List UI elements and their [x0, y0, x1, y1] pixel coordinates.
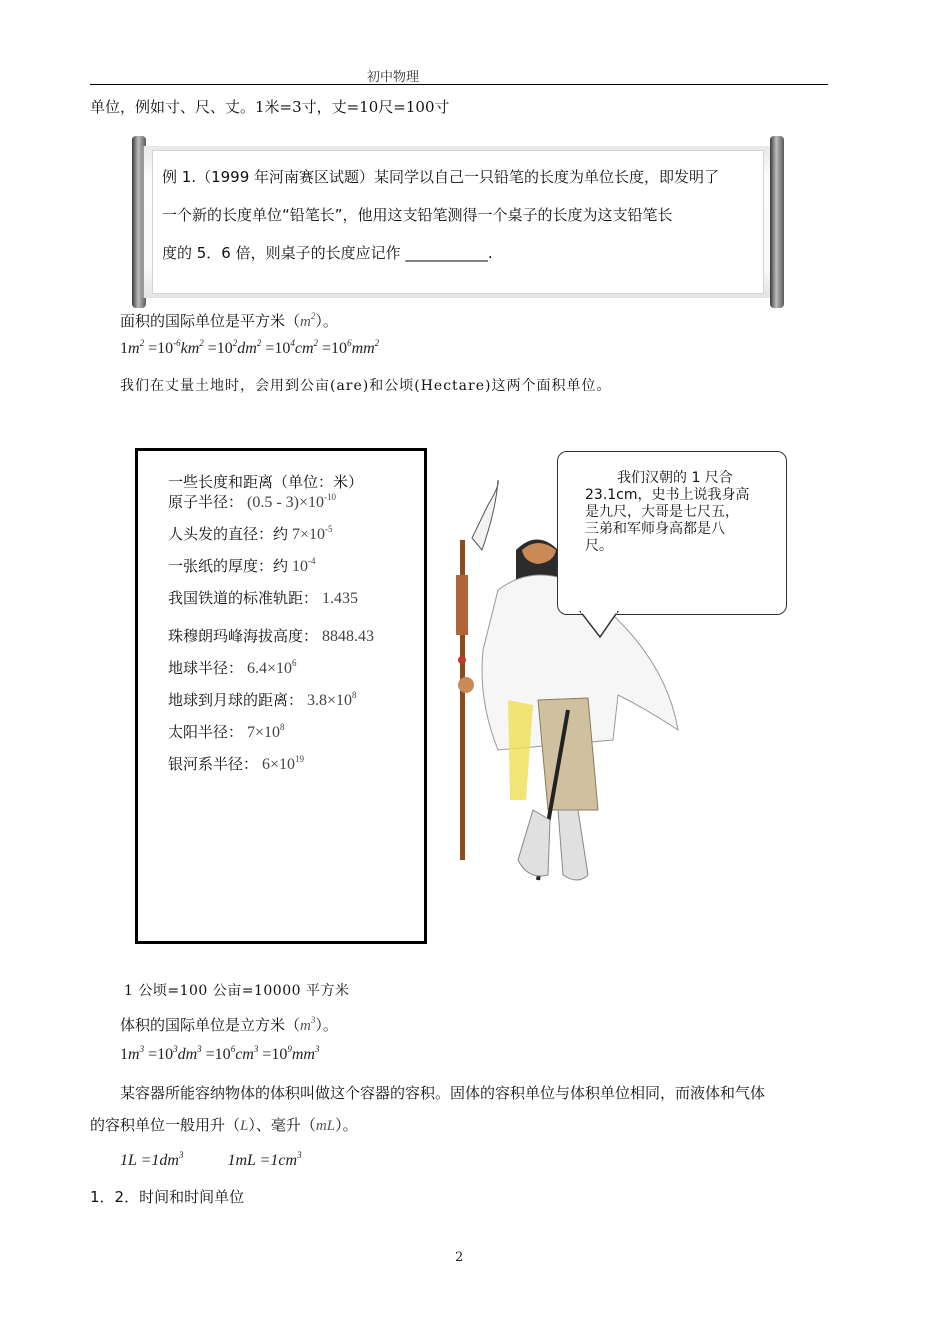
- data-row: 原子半径： $(0.5 - 3)\times 10^{-10}$: [168, 492, 337, 511]
- data-box-title: 一些长度和距离（单位：米）: [168, 473, 364, 491]
- example-line-2: 一个新的长度单位“铅笔长”，他用这支铅笔测得一个桌子的长度为这支铅笔长: [162, 206, 673, 224]
- data-row: 我国铁道的标准轨距： 1.435: [168, 589, 359, 607]
- speech-bubble-text: 我们汉朝的 1 尺合 23.1cm，史书上说我身高 是九尺，大哥是七尺五， 三弟和军师身高都是八 尺。: [585, 470, 750, 554]
- hectare-line: 1 公顷=100 公亩=10000 平方米: [124, 983, 350, 999]
- data-row: 一张纸的厚度：约 $10^{-4}$: [168, 556, 316, 575]
- section-heading: 1．2．时间和时间单位: [90, 1188, 245, 1206]
- data-row: 地球到月球的距离： $3.8\times 10^8$: [168, 690, 357, 709]
- header-rule: [90, 84, 828, 85]
- area-intro: 面积的国际单位是平方米$(m^2)$。: [120, 311, 338, 330]
- data-row: 银河系半径： $6\times 10^{19}$: [168, 754, 305, 773]
- volume-formula: $1m^3 =10^3dm^3 =10^6cm^3 =10^9mm^3$: [120, 1044, 320, 1063]
- data-row: 太阳半径： $7\times 10^8$: [168, 722, 285, 741]
- length-data-box: [135, 448, 427, 944]
- page-number: 2: [455, 1250, 464, 1265]
- header-title: 初中物理: [367, 70, 420, 85]
- capacity-line-1: 某容器所能容纳物体的体积叫做这个容器的容积。固体的容积单位与体积单位相同，而液体和气体: [120, 1084, 766, 1102]
- data-row: 人头发的直径：约 $7\times 10^{-5}$: [168, 524, 333, 543]
- area-note: 我们在丈量土地时，会用到公亩(are)和公顷(Hectare)这两个面积单位。: [120, 378, 612, 394]
- speech-bubble-tail: [574, 611, 634, 641]
- data-row: 地球半径： $6.4\times 10^6$: [168, 658, 297, 677]
- volume-intro: 体积的国际单位是立方米$(m^3)$。: [120, 1015, 338, 1034]
- example-line-3: 度的 5．6 倍，则桌子的长度应记作 ___________.: [162, 244, 493, 262]
- example-scroll: [132, 136, 784, 308]
- scroll-rod-right: [770, 136, 784, 308]
- units-line: 单位，例如寸、尺、丈。1米=3寸，丈=10尺=100寸: [90, 98, 450, 116]
- capacity-line-2: 的容积单位一般用升（L）、毫升（mL）。: [90, 1116, 358, 1134]
- example-line-1: 例 1.（1999 年河南赛区试题）某同学以自己一只铅笔的长度为单位长度，即发明了: [162, 168, 720, 186]
- data-row: 珠穆朗玛峰海拔高度： 8848.43: [168, 627, 375, 645]
- capacity-formulas: $1L =1dm^3$ $1mL =1cm^3$: [120, 1150, 302, 1169]
- area-formula: $1m^2 =10^{-6}km^2 =10^2dm^2 =10^4cm^2 =10^6mm^2$: [120, 338, 380, 357]
